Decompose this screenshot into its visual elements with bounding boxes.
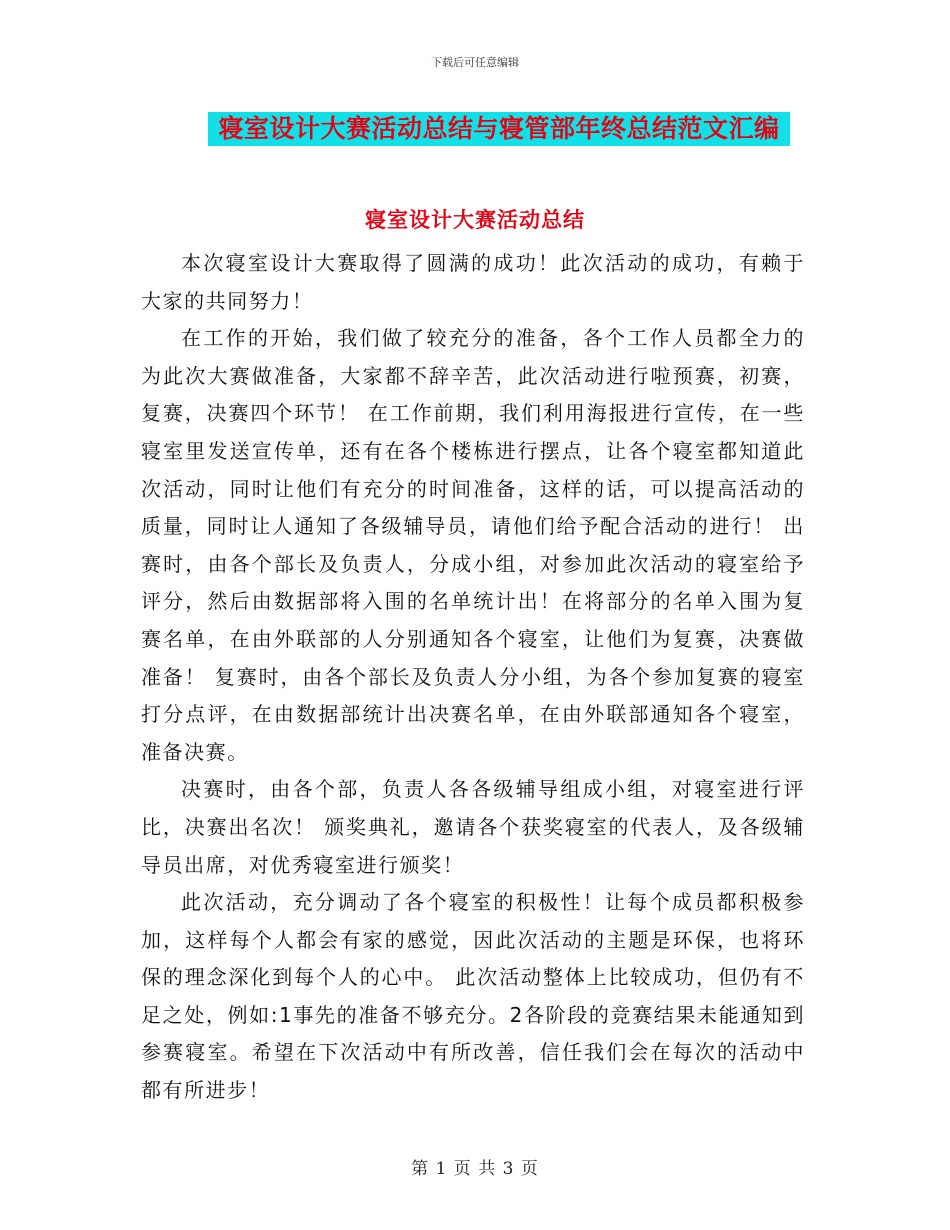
paragraph: 本次寝室设计大赛取得了圆满的成功！此次活动的成功，有赖于大家的共同努力！: [141, 251, 805, 313]
document-title-highlight: [208, 112, 790, 146]
document-title: 寝室设计大赛活动总结与寝管部年终总结范文汇编: [218, 114, 780, 143]
page-header-note: 下载后可任意编辑: [431, 56, 519, 69]
paragraph: 决赛时，由各个部，负责人各各级辅导组成小组，对寝室进行评比，决赛出名次！ 颁奖典礼，邀请各个获奖寝室的代表人，及各级辅导员出席，对优秀寝室进行颁奖！: [141, 777, 805, 877]
section-heading: 寝室设计大赛活动总结: [365, 208, 585, 232]
document-body: [141, 245, 805, 1110]
paragraph: 此次活动，充分调动了各个寝室的积极性！让每个成员都积极参加，这样每个人都会有家的感觉，因此次活动的主题是环保，也将环保的理念深化到每个人的心中。 此次活动整体上比较成功，但仍有不足之处，例如:1事先的准备不够充分。2各阶段的竞赛结果未能通知到参赛寝室。希望在下次活动中有所改善，信任我们会在每次的活动中都有所进步！: [141, 890, 805, 1103]
paragraph: 在工作的开始，我们做了较充分的准备，各个工作人员都全力的为此次大赛做准备，大家都不辞辛苦，此次活动进行啦预赛，初赛，复赛，决赛四个环节！ 在工作前期，我们利用海报进行宣传，在一些寝室里发送宣传单，还有在各个楼栋进行摆点，让各个寝室都知道此次活动，同时让他们有充分的时间准备，这样的话，可以提高活动的质量，同时让人通知了各级辅导员，请他们给予配合活动的进行！ 出赛时，由各个部长及负责人，分成小组，对参加此次活动的寝室给予评分，然后由数据部将入围的名单统计出！在将部分的名单入围为复赛名单，在由外联部的人分别通知各个寝室，让他们为复赛，决赛做准备！ 复赛时，由各个部长及负责人分小组，为各个参加复赛的寝室打分点评，在由数据部统计出决赛名单，在由外联部通知各个寝室，准备决赛。: [141, 326, 805, 764]
page-footer: 第 1 页 共 3 页: [411, 1159, 539, 1179]
